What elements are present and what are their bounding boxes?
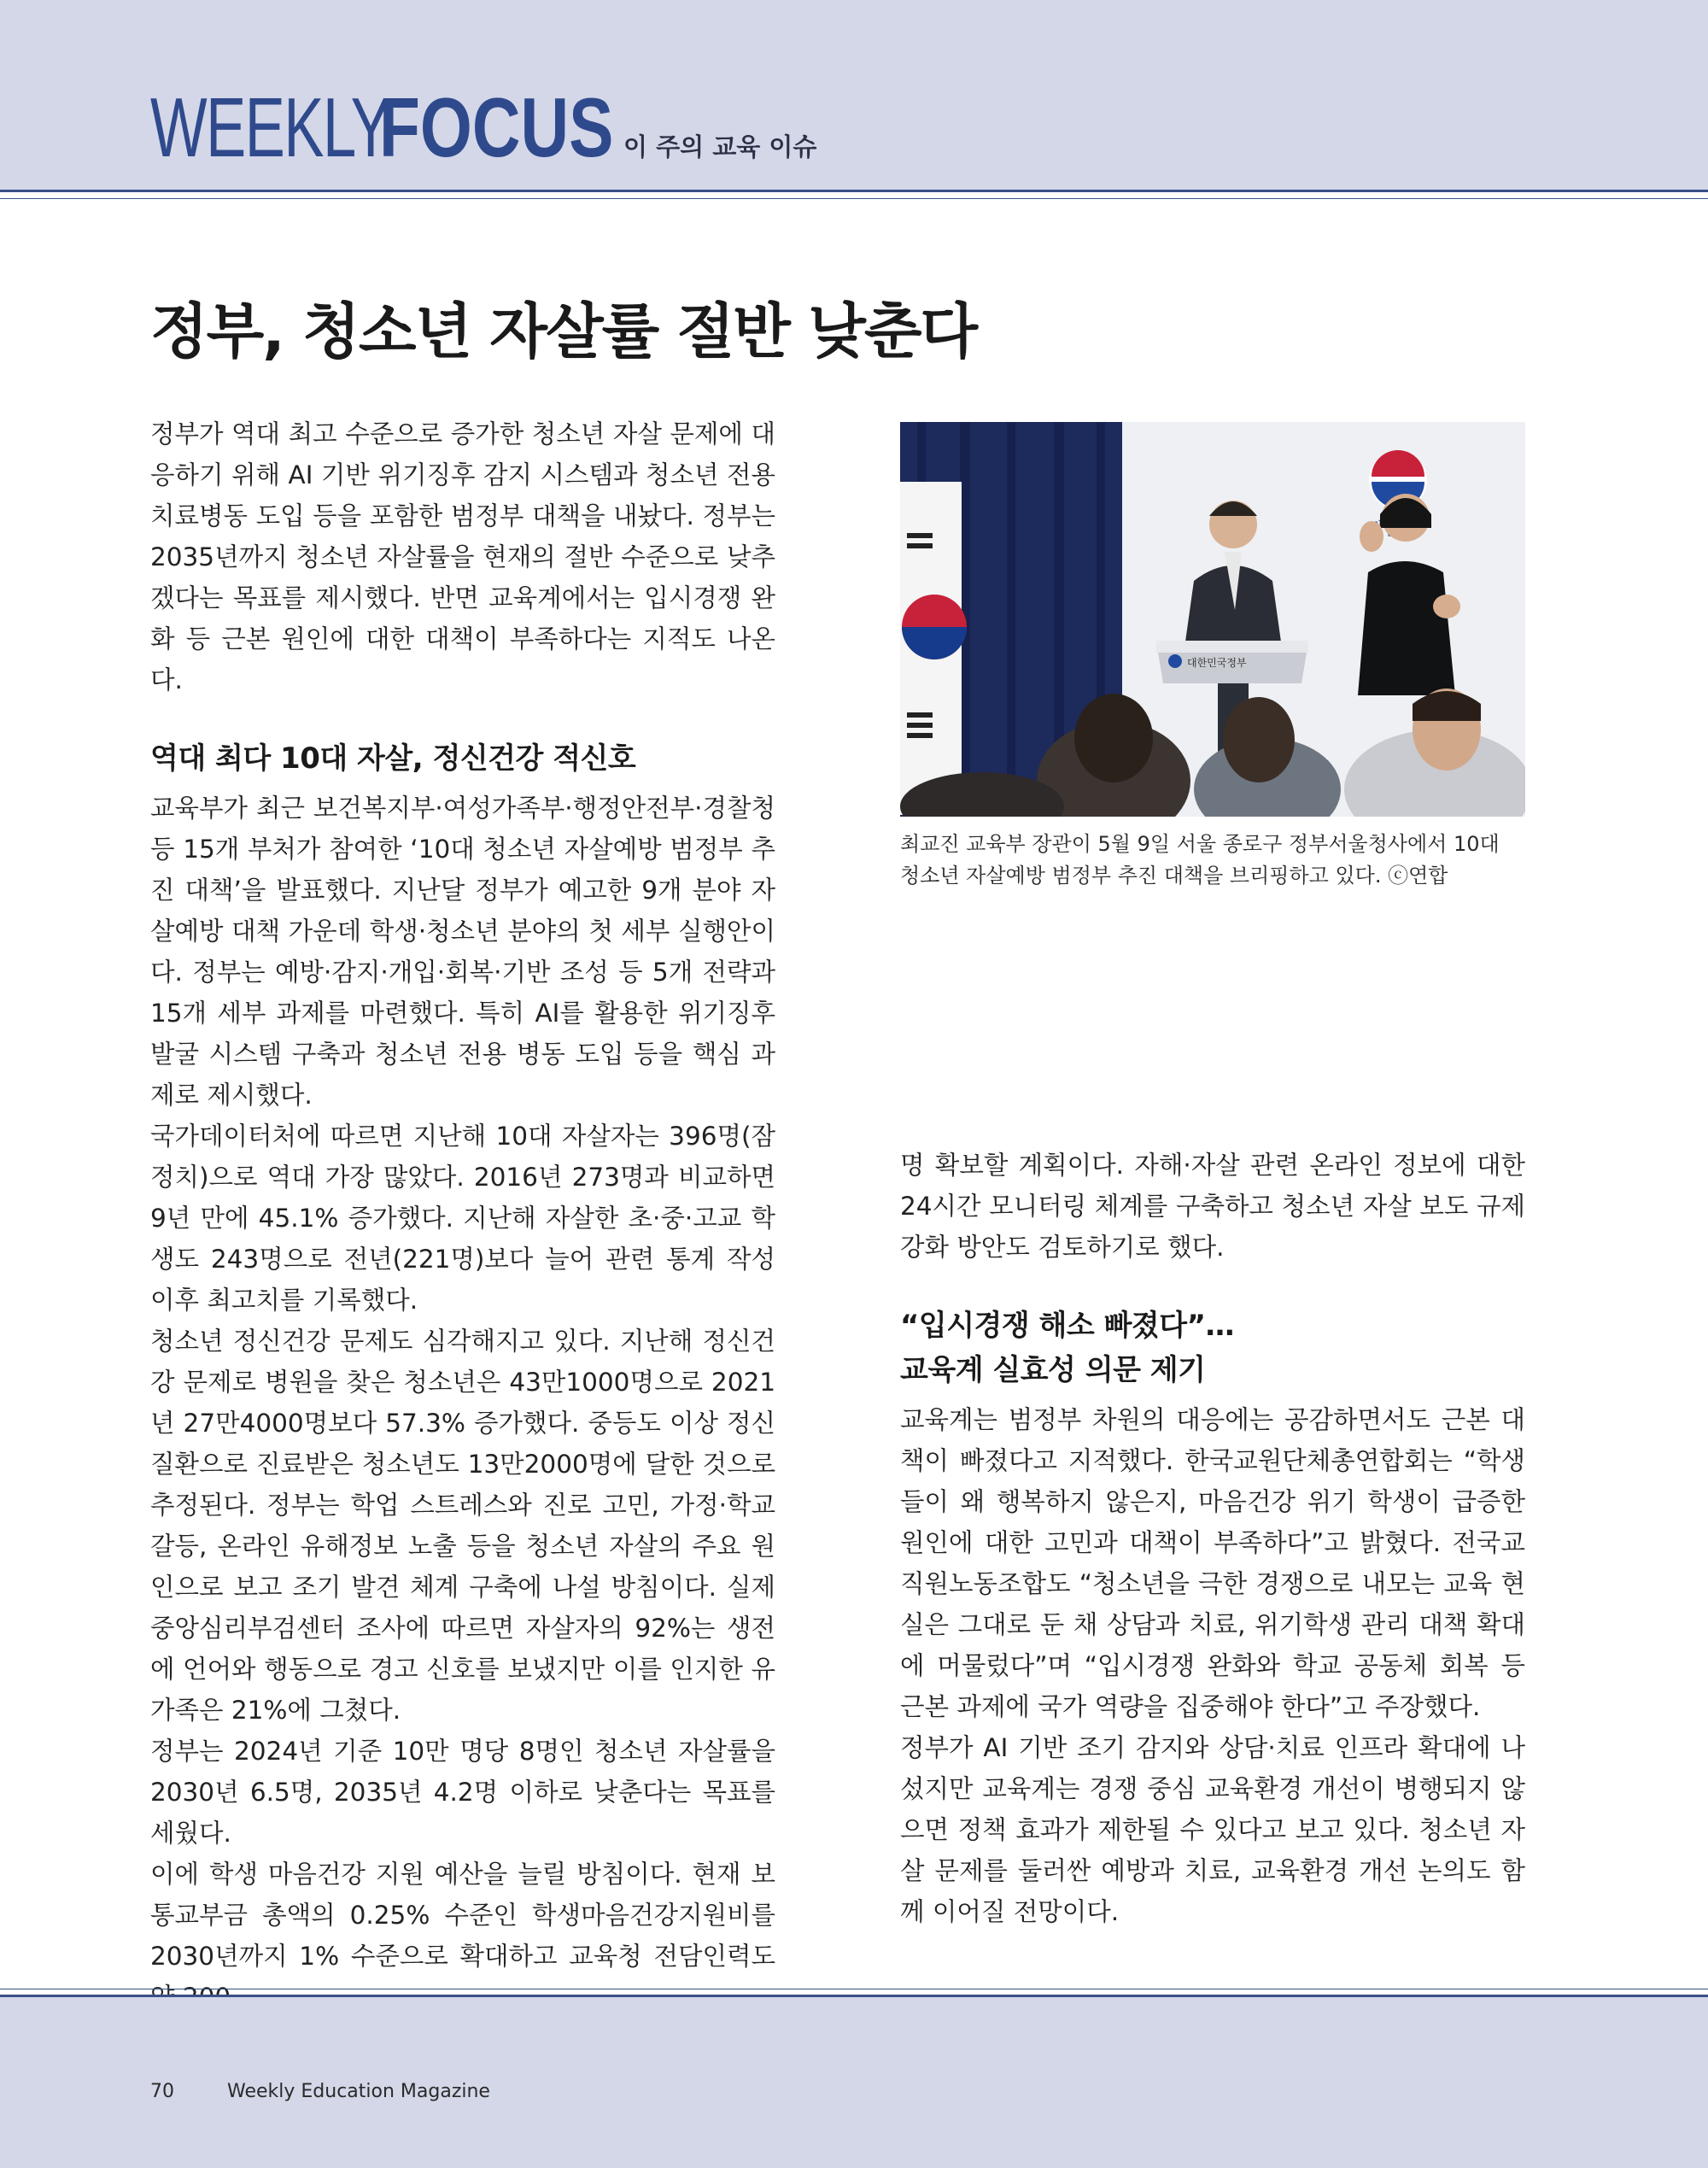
article-headline: 정부, 청소년 자살률 절반 낮춘다	[150, 296, 977, 366]
article-lead: 정부가 역대 최고 수준으로 증가한 청소년 자살 문제에 대응하기 위해 AI 기반 위기징후 감지 시스템과 청소년 전용 치료병동 도입 등을 포함한 범정부 대책을 내놨다. 정부는 2035년까지 청소년 자살률을 현재의 절반 수준으로 낮추겠다는 목표를 제시했다. 반면 교육계에서는 입시경쟁 완화 등 근본 원인에 대한 대책이 부족하다는 지적도 나온다.	[150, 419, 775, 694]
body-paragraph: 명 확보할 계획이다. 자해·자살 관련 온라인 정보에 대한 24시간 모니터링 체계를 구축하고 청소년 자살 보도 규제 강화 방안도 검토하기로 했다.	[900, 1151, 1525, 1262]
body-paragraph: 정부는 2024년 기준 10만 명당 8명인 청소년 자살률을 2030년 6.5명, 2035년 4.2명 이하로 낮춘다는 목표를 세웠다.	[150, 1737, 775, 1848]
photo-caption: 최교진 교육부 장관이 5월 9일 서울 종로구 정부서울청사에서 10대 청소년 자살예방 범정부 추진 대책을 브리핑하고 있다. ⓒ연합	[900, 832, 1500, 888]
right-column	[900, 1145, 1525, 1932]
section2-title-line1: “입시경쟁 해소 빠졌다”…	[900, 1309, 1234, 1343]
section1-title: 역대 최다 10대 자살, 정신건강 적신호	[150, 741, 636, 776]
body-paragraph: 청소년 정신건강 문제도 심각해지고 있다. 지난해 정신건강 문제로 병원을 찾은 청소년은 43만1000명으로 2021년 27만4000명보다 57.3% 증가했다. 중등도 이상 정신질환으로 진료받은 청소년도 13만2000명에 달한 것으로 추정된다. 정부는 학업 스트레스와 진로 고민, 가정·학교 갈등, 온라인 유해정보 노출 등을 청소년 자살의 주요 원인으로 보고 조기 발견 체계 구축에 나설 방침이다. 실제 중앙심리부검센터 조사에 따르면 자살자의 92%는 생전에 언어와 행동으로 경고 신호를 보냈지만 이를 인지한 유가족은 21%에 그쳤다.	[150, 1327, 775, 1725]
page-number: 70	[150, 2081, 174, 2102]
header-rule	[0, 190, 1708, 192]
body-paragraph: 국가데이터처에 따르면 지난해 10대 자살자는 396명(잠정치)으로 역대 가장 많았다. 2016년 273명과 비교하면 9년 만에 45.1% 증가했다. 지난해 자살한 초·중·고교 학생도 243명으로 전년(221명)보다 늘어 관련 통계 작성 이후 최고치를 기록했다.	[150, 1122, 775, 1315]
magazine-logo	[150, 67, 614, 174]
left-column	[150, 413, 775, 2018]
briefing-photo-illustration	[900, 422, 1525, 817]
section2-title-line2: 교육계 실효성 의문 제기	[900, 1353, 1206, 1387]
section-label: 이 주의 교육 이슈	[623, 132, 817, 161]
magazine-name: Weekly Education Magazine	[227, 2081, 490, 2102]
podium-sign-text: 대한민국정부	[1187, 657, 1247, 669]
body-paragraph: 정부가 AI 기반 조기 감지와 상담·치료 인프라 확대에 나섰지만 교육계는 경쟁 중심 교육환경 개선이 병행되지 않으면 정책 효과가 제한될 수 있다고 보고 있다. 청소년 자살 문제를 둘러싼 예방과 치료, 교육환경 개선 논의도 함께 이어질 전망이다.	[900, 1733, 1525, 1926]
header-rule-thin	[0, 198, 1708, 199]
logo-word-focus: FOCUS	[379, 80, 614, 174]
body-paragraph: 이에 학생 마음건강 지원 예산을 늘릴 방침이다. 현재 보통교부금 총액의 0.25% 수준인 학생마음건강지원비를 2030년까지 1% 수준으로 확대하고 교육청 전담인력도	[150, 1860, 775, 1971]
body-paragraph: 교육부가 최근 보건복지부·여성가족부·행정안전부·경찰청 등 15개 부처가 참여한 ‘10대 청소년 자살예방 범정부 추진 대책’을 발표했다. 지난달 정부가 예고한 9개 분야 자살예방 대책 가운데 학생·청소년 분야의 첫 세부 실행안이다. 정부는 예방·감지·개입·회복·기반 조성 등 5개 전략과 15개 세부 과제를 마련했다. 특히 AI를 활용한 위기징후 발굴 시스템 구축과 청소년 전용 병동 도입 등을 핵심 과제로 제시했다.	[150, 794, 775, 1110]
logo-word-weekly: WEEKLY	[150, 80, 390, 174]
body-paragraph: 교육계는 범정부 차원의 대응에는 공감하면서도 근본 대책이 빠졌다고 지적했다. 한국교원단체총연합회는 “학생들이 왜 행복하지 않은지, 마음건강 위기 학생이 급증한 원인에 대한 고민과 대책이 부족하다”고 밝혔다. 전국교직원노동조합도 “청소년을 극한 경쟁으로 내모는 교육 현실은 그대로 둔 채 상담과 치료, 위기학생 관리 대책 확대에 머물렀다”며 “입시경쟁 완화와 학교 공동체 회복 등 근본 과제에 국가 역량을 집중해야 한다”고 주장했다.	[900, 1405, 1525, 1721]
page-footer	[150, 2081, 490, 2102]
article-photo	[900, 422, 1525, 817]
